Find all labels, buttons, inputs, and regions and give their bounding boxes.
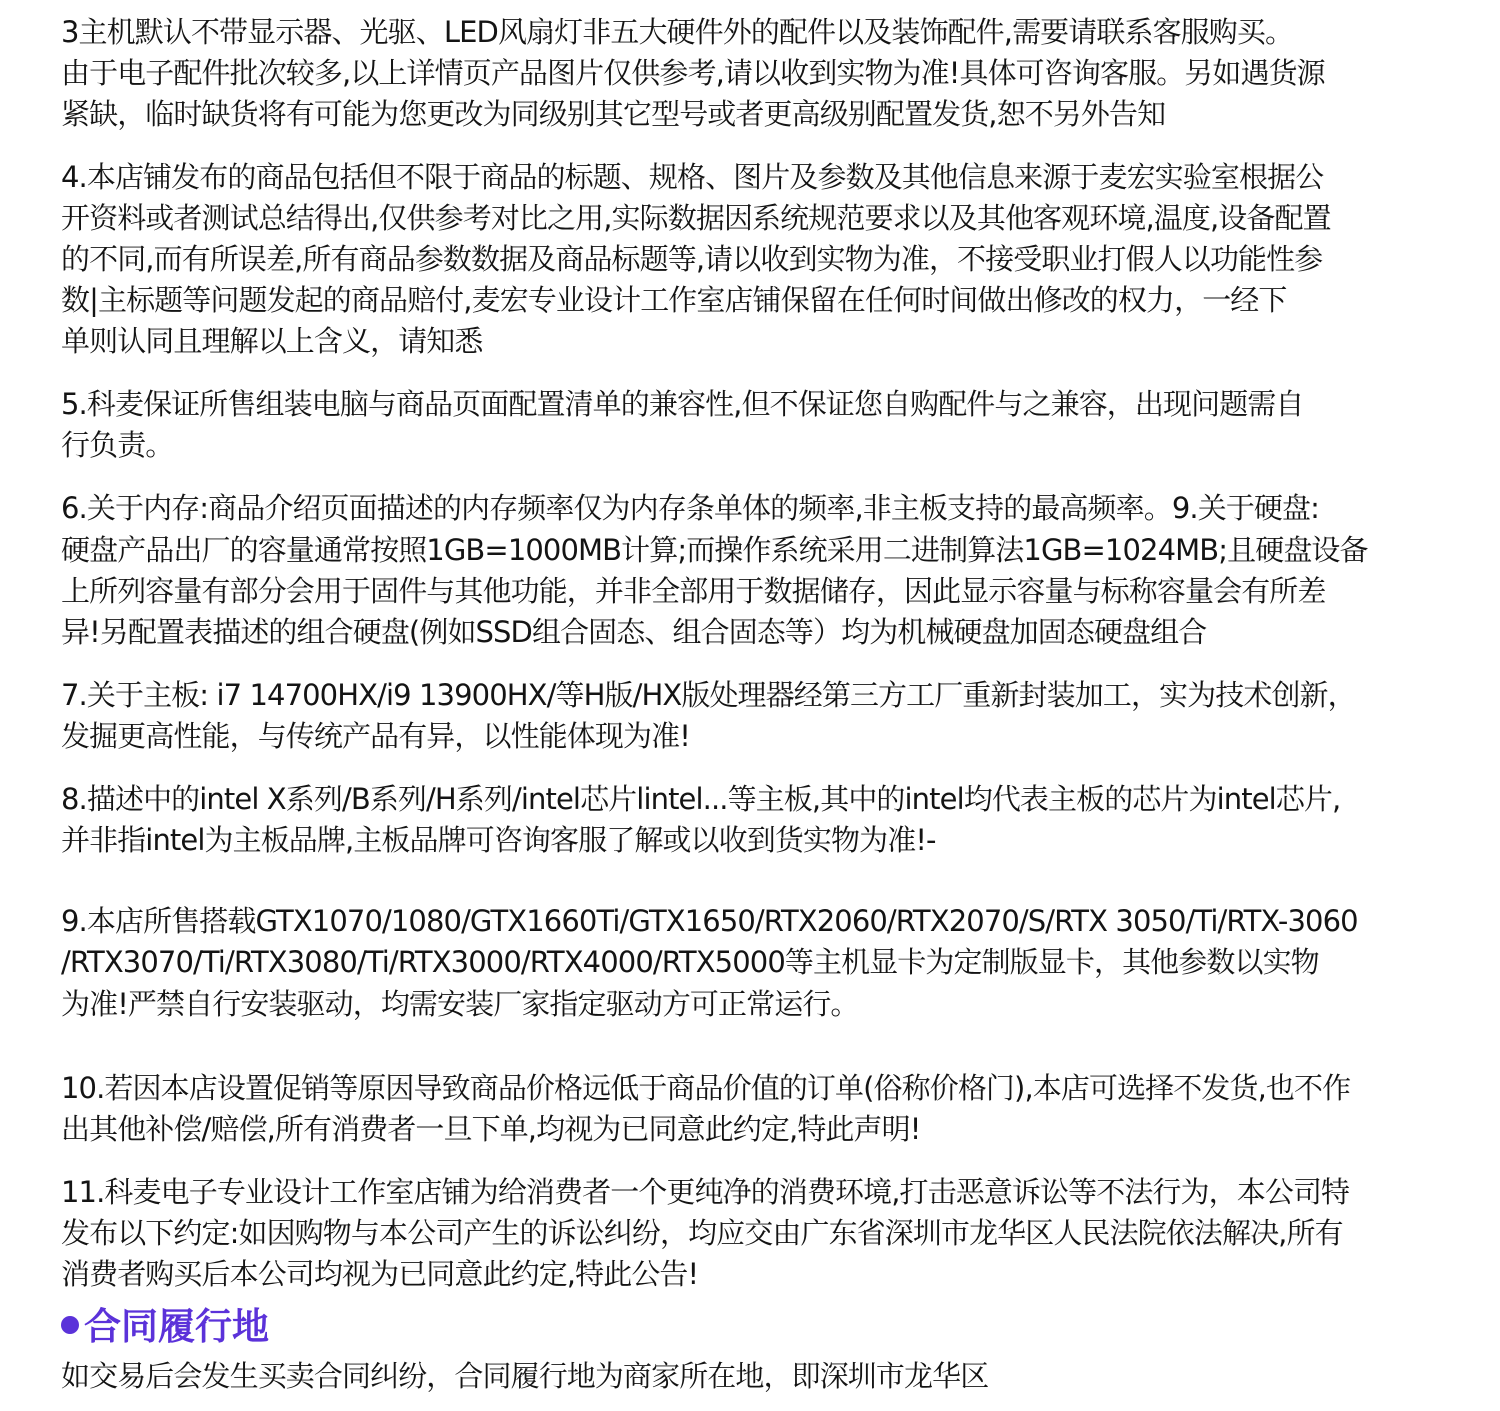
text-line: 数|主标题等问题发起的商品赔付,麦宏专业设计工作室店铺保留在任何时间做出修改的权力，一经下 bbox=[61, 283, 1287, 317]
bullet-dot-icon bbox=[61, 1316, 79, 1334]
text-line: 11.科麦电子专业设计工作室店铺为给消费者一个更纯净的消费环境,打击恶意诉讼等不法行为，本公司特 bbox=[61, 1175, 1350, 1209]
text-line: 7.关于主板: i7 14700HX/i9 13900HX/等H版/HX版处理器经第三方工厂重新封装加工，实为技术创新， bbox=[61, 678, 1356, 712]
section-text: 如交易后会发生买卖合同纠纷，合同履行地为商家所在地，即深圳市龙华区 bbox=[61, 1359, 989, 1393]
text-line: /RTX3070/Ti/RTX3080/Ti/RTX3000/RTX4000/RTX5000等主机显卡为定制版显卡，其他参数以实物 bbox=[61, 945, 1319, 979]
text-line: 异!另配置表描述的组合硬盘(例如SSD组合固态、组合固态等）均为机械硬盘加固态硬盘组合 bbox=[61, 615, 1207, 649]
text-line: 上所列容量有部分会用于固件与其他功能，并非全部用于数据储存，因此显示容量与标称容量会有所差 bbox=[61, 574, 1326, 608]
text-line: 发布以下约定:如因购物与本公司产生的诉讼纠纷，均应交由广东省深圳市龙华区人民法院依法解决,所有 bbox=[61, 1216, 1343, 1250]
text-line: 出其他补偿/赔偿,所有消费者一旦下单,均视为已同意此约定,特此声明! bbox=[61, 1112, 921, 1146]
text-line: 硬盘产品出厂的容量通常按照1GB=1000MB计算;而操作系统采用二进制算法1GB=1024MB;且硬盘设备 bbox=[61, 533, 1368, 567]
text-line: 消费者购买后本公司均视为已同意此约定,特此公告! bbox=[61, 1257, 699, 1291]
text-line: 行负责。 bbox=[61, 428, 174, 462]
text-line: 发掘更高性能，与传统产品有异，以性能体现为准! bbox=[61, 719, 690, 753]
text-line: 的不同,而有所误差,所有商品参数数据及商品标题等,请以收到实物为准，不接受职业打假人以功能性参 bbox=[61, 242, 1323, 276]
text-line: 10.若因本店设置促销等原因导致商品价格远低于商品价值的订单(俗称价格门),本店可选择不发货,也不作 bbox=[61, 1071, 1351, 1105]
section-heading-text: 合同履行地 bbox=[84, 1305, 269, 1348]
text-line: 单则认同且理解以上含义，请知悉 bbox=[61, 324, 483, 358]
text-line: 9.本店所售搭载GTX1070/1080/GTX1660Ti/GTX1650/RTX2060/RTX2070/S/RTX 3050/Ti/RTX-3060 bbox=[61, 904, 1358, 938]
text-line: 3主机默认不带显示器、光驱、LED风扇灯非五大硬件外的配件以及装饰配件,需要请联系客服购买。 bbox=[61, 15, 1294, 49]
text-line: 5.科麦保证所售组装电脑与商品页面配置清单的兼容性,但不保证您自购配件与之兼容，出现问题需自 bbox=[61, 387, 1304, 421]
text-line: 为准!严禁自行安装驱动，均需安装厂家指定驱动方可正常运行。 bbox=[61, 987, 859, 1021]
text-line: 8.描述中的intel X系列/B系列/H系列/intel芯片lintel...等主板,其中的intel均代表主板的芯片为intel芯片, bbox=[61, 782, 1341, 816]
section-heading bbox=[61, 1303, 269, 1351]
text-line: 6.关于内存:商品介绍页面描述的内存频率仅为内存条单体的频率,非主板支持的最高频率。9.关于硬盘: bbox=[61, 491, 1319, 525]
text-line: 4.本店铺发布的商品包括但不限于商品的标题、规格、图片及参数及其他信息来源于麦宏实验室根据公 bbox=[61, 160, 1324, 194]
text-line: 并非指intel为主板品牌,主板品牌可咨询客服了解或以收到货实物为准!- bbox=[61, 823, 936, 857]
text-line: 由于电子配件批次较多,以上详情页产品图片仅供参考,请以收到实物为准!具体可咨询客服。另如遇货源 bbox=[61, 56, 1325, 90]
text-line: 开资料或者测试总结得出,仅供参考对比之用,实际数据因系统规范要求以及其他客观环境,温度,设备配置 bbox=[61, 201, 1331, 235]
text-line: 紧缺，临时缺货将有可能为您更改为同级别其它型号或者更高级别配置发货,恕不另外告知 bbox=[61, 97, 1166, 131]
